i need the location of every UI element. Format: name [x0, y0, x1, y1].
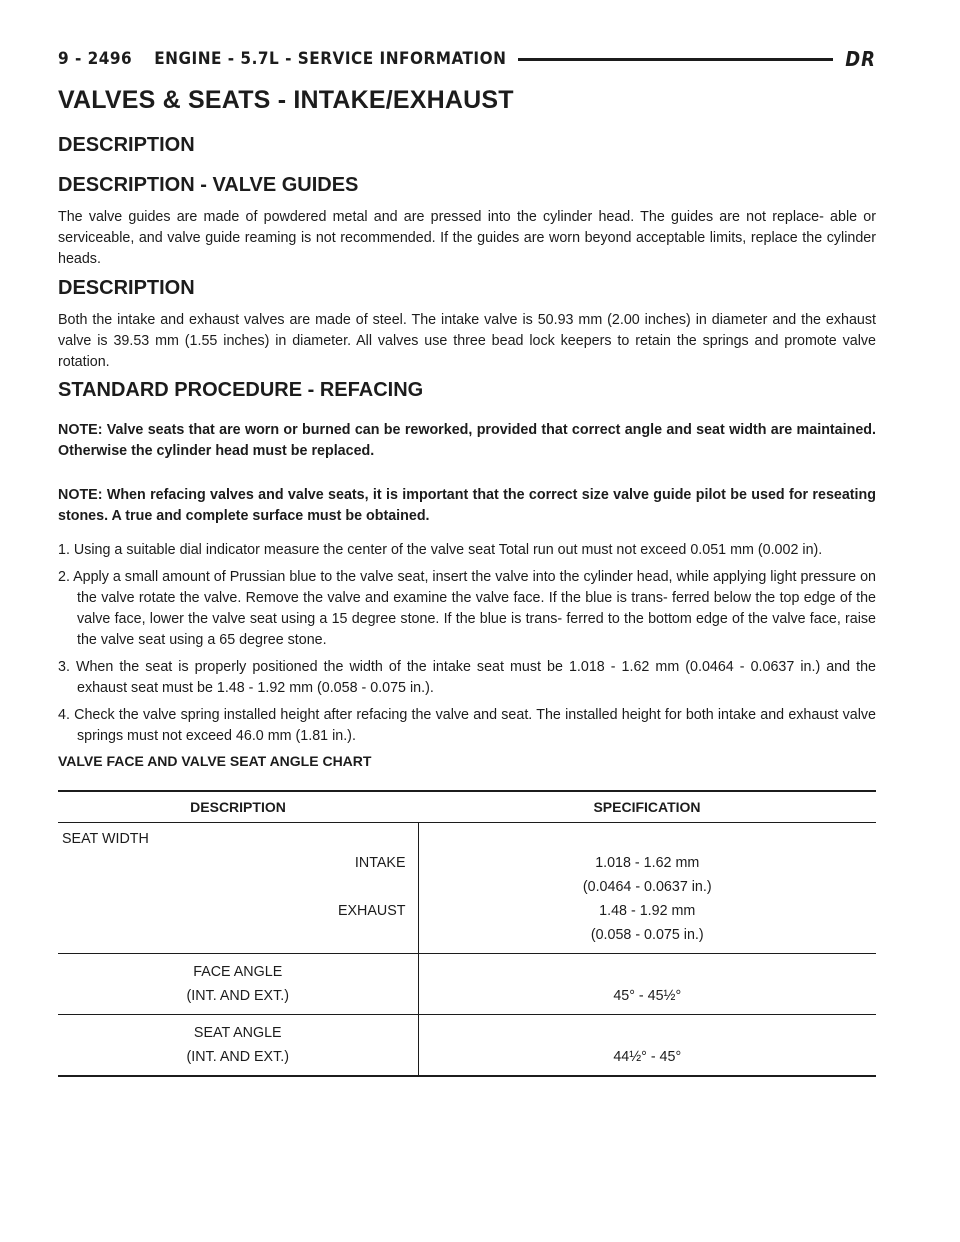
valve-angle-chart	[58, 790, 876, 1077]
description-heading: DESCRIPTION	[58, 134, 195, 156]
note-refacing: NOTE: When refacing valves and valve seats, it is important that the correct size valve guide pilot be used for reseating stones. A true and complete surface must be obtained.	[58, 487, 876, 524]
procedure-heading: STANDARD PROCEDURE - REFACING	[58, 379, 424, 401]
exhaust-mm: 1.48 - 1.92 mm	[599, 903, 696, 919]
header-rule	[518, 58, 833, 61]
chart-title: VALVE FACE AND VALVE SEAT ANGLE CHART	[58, 753, 372, 769]
note-seats: NOTE: Valve seats that are worn or burned can be reworked, provided that correct angle and seat width are maintained. Otherwise the cylinder head must be replaced.	[58, 422, 876, 459]
table-row	[58, 954, 876, 1015]
step-item: 1. Using a suitable dial indicator measure the center of the valve seat Total run out must not exceed 0.051 mm (0.002 in).	[58, 542, 823, 558]
procedure-steps	[58, 540, 876, 753]
table-header-row	[58, 791, 876, 823]
intake-in: (0.0464 - 0.0637 in.)	[582, 879, 712, 895]
page-number: 9 - 2496	[58, 49, 133, 69]
table-row	[58, 823, 876, 954]
step-item: 4. Check the valve spring installed height after refacing the valve and seat. The installed height for both intake and exhaust valve springs must not exceed 46.0 mm (1.81 in.).	[58, 707, 876, 744]
model-code: DR	[845, 47, 876, 71]
intake-mm: 1.018 - 1.62 mm	[595, 855, 700, 871]
face-angle-sub: (INT. AND EXT.)	[186, 988, 289, 1004]
seat-angle-sub: (INT. AND EXT.)	[186, 1049, 289, 1065]
face-angle-value: 45° - 45½°	[613, 988, 682, 1004]
face-angle-label: FACE ANGLE	[193, 964, 283, 980]
intake-label: INTAKE	[354, 855, 406, 871]
seat-angle-value: 44½° - 45°	[613, 1049, 682, 1065]
seat-angle-label: SEAT ANGLE	[193, 1025, 282, 1041]
table-row	[58, 1015, 876, 1077]
seat-width-label: SEAT WIDTH	[62, 831, 149, 847]
page-header	[58, 44, 876, 74]
page-title: VALVES & SEATS - INTAKE/EXHAUST	[58, 86, 514, 114]
col-specification: SPECIFICATION	[418, 791, 876, 823]
col-description: DESCRIPTION	[58, 791, 418, 823]
description2-heading: DESCRIPTION	[58, 277, 195, 299]
valves-description-text: Both the intake and exhaust valves are made of steel. The intake valve is 50.93 mm (2.00 inches) in diameter and the exhaust valve is 39.53 mm (1.55 inches) in diameter. All valves use three bead lock keepers to retain the springs and promote valve rotation.	[58, 312, 876, 370]
valve-guides-heading: DESCRIPTION - VALVE GUIDES	[58, 174, 359, 196]
step-item: 2. Apply a small amount of Prussian blue to the valve seat, insert the valve into the cylinder head, while applying light pressure on the valve rotate the valve. Remove the valve and examine the valve face. If the blue is trans- ferred below the top edge of the valve face, lower the valve seat using a 15 degree stone. If the blue is trans- ferred to the bottom edge of the valve face, raise the valve seat using a 65 degree stone.	[58, 569, 876, 648]
exhaust-label: EXHAUST	[337, 903, 406, 919]
valve-guides-text: The valve guides are made of powdered metal and are pressed into the cylinder head. The guides are not replace- able or serviceable, and valve guide reaming is not recommended. If the guides are worn beyond acceptable limits, replace the cylinder heads.	[58, 209, 876, 267]
exhaust-in: (0.058 - 0.075 in.)	[590, 927, 704, 943]
section-title: ENGINE - 5.7L - SERVICE INFORMATION	[154, 49, 507, 69]
step-item: 3. When the seat is properly positioned the width of the intake seat must be 1.018 - 1.62 mm (0.0464 - 0.0637 in.) and the exhaust seat must be 1.48 - 1.92 mm (0.058 - 0.075 in.).	[58, 659, 876, 696]
